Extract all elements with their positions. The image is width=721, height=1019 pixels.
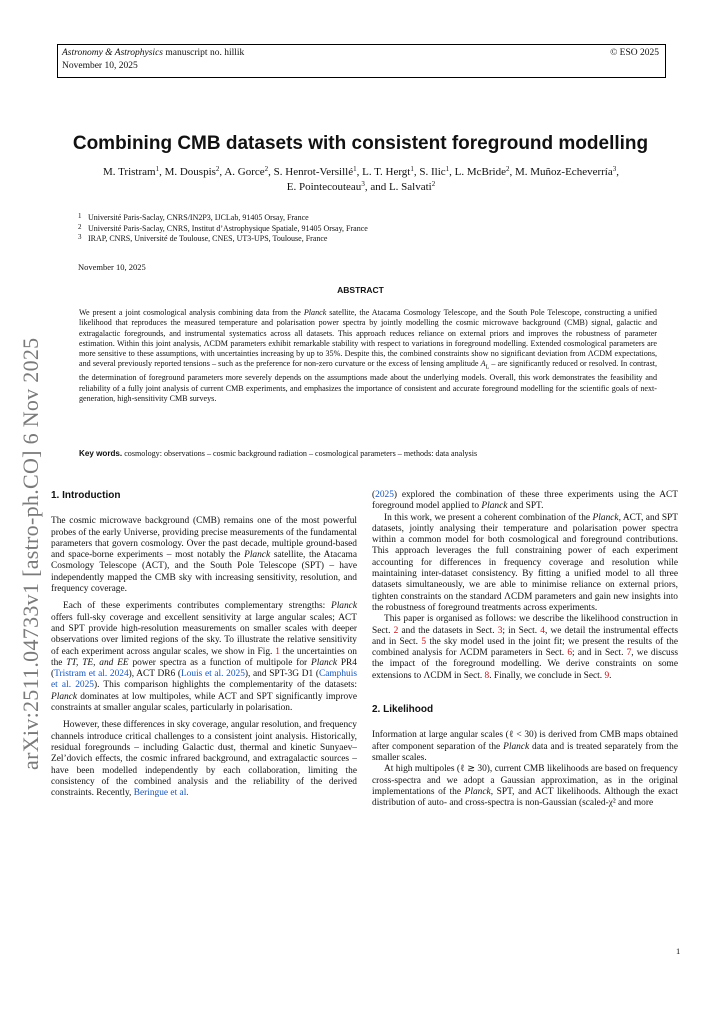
paper-title: Combining CMB datasets with consistent foreground modelling	[72, 133, 649, 154]
author-affiliation-marker: 3	[361, 180, 365, 188]
header-date: November 10, 2025	[62, 61, 138, 71]
citation-link[interactable]: Beringue et al.	[133, 788, 189, 799]
author-name: M. Tristram	[103, 166, 156, 178]
keywords: Key words. cosmology: observations – cosmic background radiation – cosmological parameters – methods: data analysis	[79, 449, 478, 458]
received-date: November 10, 2025	[78, 262, 146, 272]
author-affiliation-marker: 2	[431, 180, 436, 188]
section-link[interactable]: 8	[484, 670, 490, 681]
page-number: 1	[676, 946, 681, 956]
citation-link[interactable]: 2025	[375, 490, 394, 500]
citation-link[interactable]: Louis et al. 2025	[180, 669, 245, 680]
section-heading-introduction: 1. Introduction	[51, 490, 121, 501]
intro-paragraph-2: Each of these experiments contributes complementary strengths: Planck offers full-sky coverage and excellent sensitivity at large angular scales; ACT and SPT provide high-resolution measurements on smaller scales with deeper observations over limited regions of the sky. To illustrate the relative sensitivity of each experiment across angular scales, we show in Fig. 1 the uncertainties on the TT, TE, and EE power spectra as a function of multipole for Planck PR4 (Tristram et al. 2024), ACT DR6 (Louis et al. 2025), and SPT-3G D1 (Camphuis et al. 2025). This comparison highlights the complementarity of the datasets: Planck dominates at low multipoles, while ACT and SPT significantly improve constraints at smaller angular scales, particularly in polarisation.	[51, 601, 357, 714]
section-link[interactable]: 6	[567, 648, 573, 659]
intro-paragraph-5: This paper is organised as follows: we describe the likelihood construction in Sect. 2 and the datasets in Sect. 3; in Sect. 4, we detail the instrumental effects and in Sect. 5 the sky model used in the joint fit; we present the results of the combined analysis for ΛCDM parameters in Sect. 6; and in Sect. 7, we discuss the impact of the foreground modelling. We derive constraints on some extensions to ΛCDM in Sect. 8. Finally, we conclude in Sect. 9.	[372, 614, 678, 681]
section-link[interactable]: 3	[497, 625, 503, 636]
section-link[interactable]: 2	[393, 625, 399, 636]
likelihood-paragraph-1: Information at large angular scales (ℓ < 30) is derived from CMB maps obtained after component separation of the Planck data and is treated separately from the smaller scales.	[372, 730, 678, 763]
author-name: E. Pointecouteau	[286, 181, 362, 193]
journal-name: Astronomy & Astrophysics	[62, 48, 163, 58]
author-affiliation-marker: 2	[505, 165, 510, 173]
right-column	[372, 490, 678, 809]
section-link[interactable]: 7	[626, 648, 632, 659]
copyright: © ESO 2025	[610, 48, 659, 58]
intro-paragraph-4: In this work, we present a coherent combination of the Planck, ACT, and SPT datasets, jointly analysing their temperature and polarisation power spectra within a common model for both cosmological and foreground contributions. This approach leverages the full constraining power of each experiment accounting for differences in frequency coverage and resolution while maintaining inter-dataset consistency. By fitting a unified model to all three datasets simultaneously, we are able to minimise reliance on external priors, tighten constraints on the standard ΛCDM parameters and gain new insights into the robustness of foreground treatments across experiments.	[372, 512, 678, 613]
section-link[interactable]: 9	[604, 670, 610, 681]
abstract-text: We present a joint cosmological analysis combining data from the Planck satellite, the Atacama Cosmology Telescope, and the South Pole Telescope, constructing a unified likelihood that reproduces the measured temperature and polarisation power spectra by jointly modelling the cosmic microwave background (CMB) signal, galactic and extragalactic foregrounds, and instrumental systematics across all datasets. This approach reduces reliance on external priors and improves the robustness of parameter estimation. Within this joint analysis, ΛCDM parameters exhibit remarkable stability with respect to variations in foreground modelling. Extended cosmological parameters are more sensitive to these assumptions, with uncertainties increasing by up to 35%. Despite this, the combined constraints show no significant deviation from ΛCDM expectations, and several previously reported tensions – such as the preference for non-zero curvature or the excess of lensing amplitude $A_L$ – are significantly reduced or resolved. In contrast, the determination of foreground parameters more severely depends on the assumptions made about the underlying models. Overall, this work demonstrates the feasibility and reliability of a fully joint analysis of current CMB experiments, and emphasizes the importance of consistent and accurate foreground modelling for the scientific goals of next-generation, high-sensitivity CMB surveys.	[79, 308, 657, 403]
section-heading-likelihood: 2. Likelihood	[372, 704, 434, 716]
author-name: L. Salvati	[388, 181, 432, 193]
author-name: S. Ilic	[419, 166, 446, 178]
affiliation-item: 1 Université Paris-Saclay, CNRS/IN2P3, IJCLab, 91405 Orsay, France	[78, 212, 309, 222]
author-name: M. Douspis	[164, 166, 216, 178]
manuscript-header	[57, 44, 666, 78]
author-name: A. Gorce	[224, 166, 265, 178]
author-affiliation-marker: 1	[410, 165, 414, 173]
author-affiliation-marker: 1	[155, 165, 160, 173]
manuscript-id: manuscript no. hillik	[162, 48, 245, 58]
keywords-label: Key words.	[79, 449, 123, 458]
author-name: S. Henrot-Versillé	[273, 166, 354, 178]
affiliation-item: 2 Université Paris-Saclay, CNRS, Institut d’Astrophysique Spatiale, 91405 Orsay, France	[78, 222, 368, 233]
arxiv-stamp: arXiv:2511.04733v1 [astro-ph.CO] 6 Nov 2025	[18, 337, 43, 770]
affiliation-item: 3 IRAP, CNRS, Université de Toulouse, CNES, UT3-UPS, Toulouse, France	[78, 233, 328, 243]
author-affiliation-marker: 2	[215, 165, 220, 173]
citation-link[interactable]: Tristram et al. 2024	[54, 669, 129, 680]
section-link[interactable]: 5	[421, 636, 427, 647]
intro-paragraph-3-cont: (2025) explored the combination of these three experiments using the ACT foreground model applied to Planck and SPT.	[372, 490, 678, 512]
author-name: L. McBride	[454, 166, 506, 178]
author-name: L. T. Hergt	[362, 166, 411, 178]
abstract-heading: ABSTRACT	[337, 285, 384, 295]
citation-link[interactable]: Camphuis et al. 2025	[51, 669, 357, 691]
intro-paragraph-3: However, these differences in sky coverage, angular resolution, and frequency channels introduce critical challenges to a consistent joint analysis. Historically, residual foregrounds – including Galactic dust, thermal and kinetic Sunyaev–Zel’dovich effects, the cosmic infrared background, and extragalactic sources – have been modelled independently by each collaboration, limiting the consistency of the combined analysis and the reliability of the derived constraints. Recently, Beringue et al.	[51, 720, 357, 799]
author-affiliation-marker: 1	[353, 165, 357, 173]
header-left	[62, 47, 244, 73]
author-list: M. Tristram$^1$, M. Douspis$^2$, A. Gorce$^2$, S. Henrot-Versillé$^1$, L. T. Hergt$^1$, S. Ilic$^1$, L. McBride$^2$, M. Muñoz-Echeverría$^3$, E. Pointecouteau$^3$, and L. Salvati$^2$	[103, 165, 619, 193]
intro-paragraph-1: The cosmic microwave background (CMB) remains one of the most powerful probes of the early Universe, providing precise measurements of the fundamental parameters that govern cosmology. Over the past decade, multiple ground-based and space-borne experiments – most notably the Planck satellite, the Atacama Cosmology Telescope (ACT), and the South Pole Telescope (SPT) – have independently mapped the CMB sky with increasing sensitivity, resolution, and frequency coverage.	[51, 516, 357, 595]
figure-link[interactable]: 1	[275, 646, 280, 657]
section-link[interactable]: 4	[540, 625, 545, 636]
author-affiliation-marker: 2	[264, 165, 269, 173]
affiliation-list	[78, 213, 638, 245]
author-affiliation-marker: 1	[445, 165, 450, 173]
left-column	[51, 490, 357, 799]
author-name: M. Muñoz-Echeverría	[514, 166, 613, 178]
author-affiliation-marker: 3	[612, 165, 617, 173]
likelihood-paragraph-2: At high multipoles (ℓ ≳ 30), current CMB likelihoods are based on frequency cross-spectra and we adopt a Gaussian approximation, as in the original implementations of the Planck, SPT, and ACT likelihoods. Although the exact distribution of auto- and cross-spectra is non-Gaussian (scaled-χ² and more	[372, 764, 678, 809]
